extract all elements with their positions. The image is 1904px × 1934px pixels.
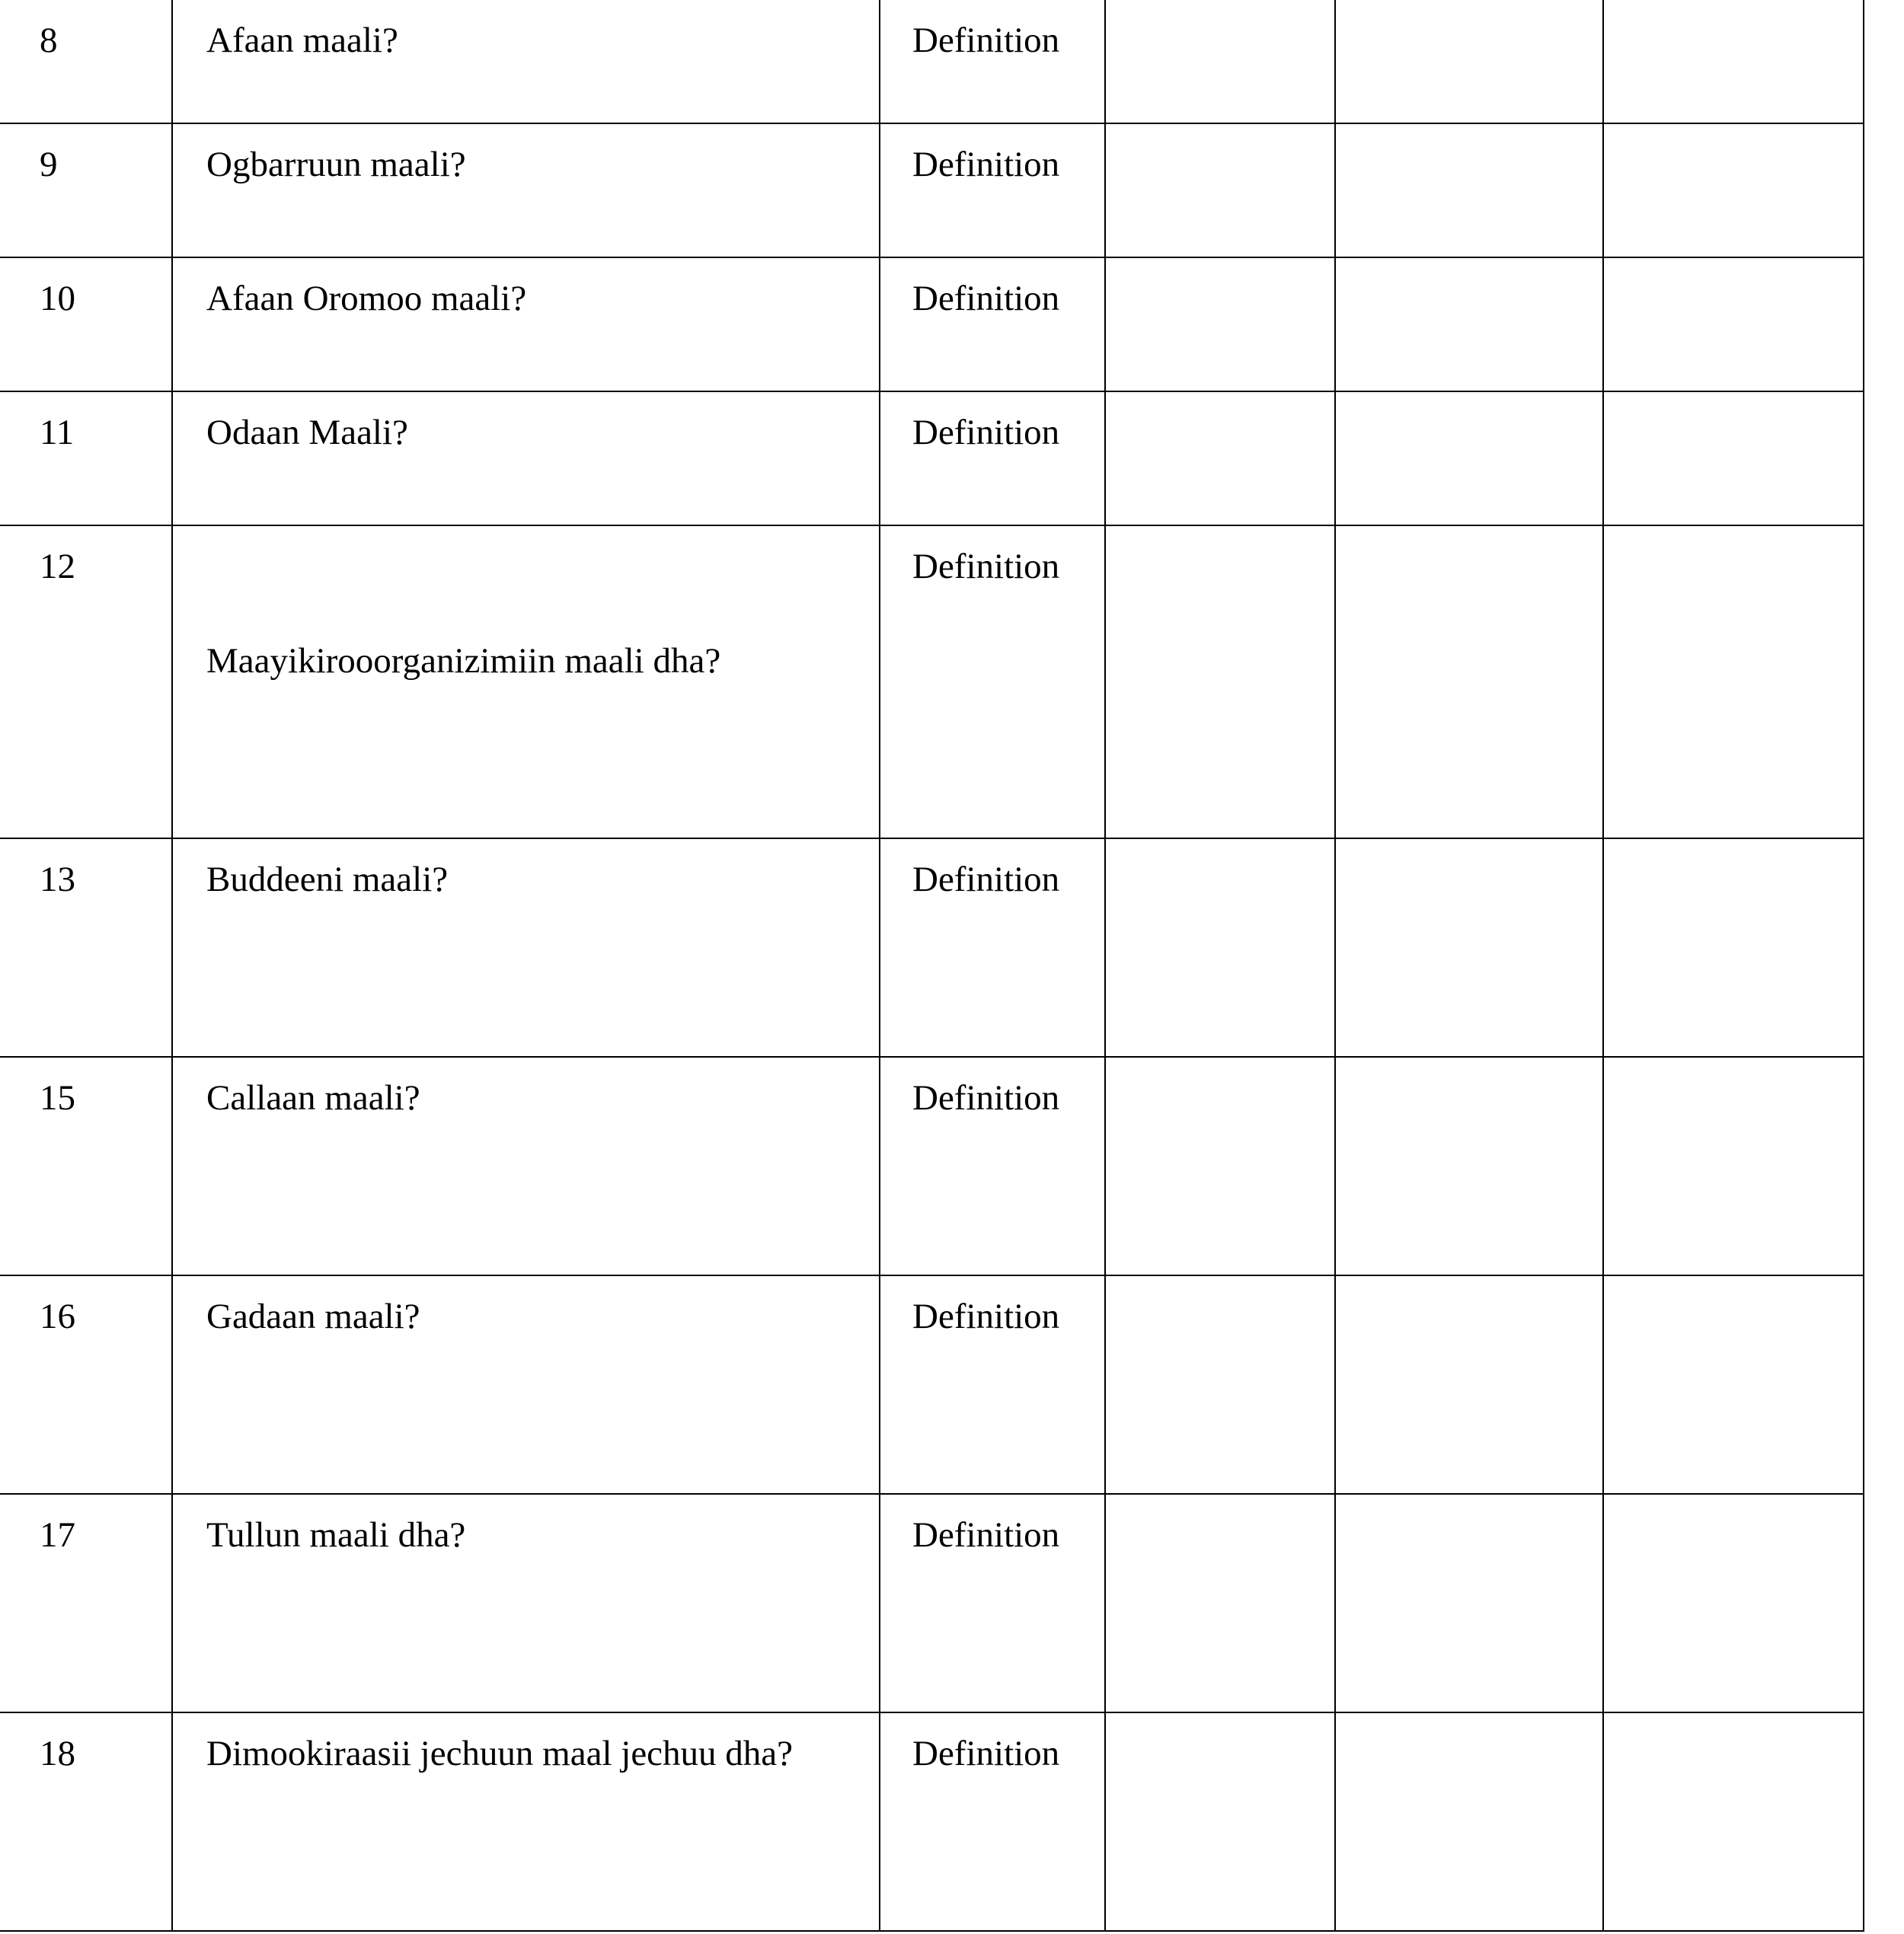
question-text: Callaan maali? <box>172 1057 880 1275</box>
empty-cell <box>1105 525 1335 838</box>
empty-cell <box>1335 525 1603 838</box>
question-type: Definition <box>880 525 1105 838</box>
empty-cell <box>1335 1057 1603 1275</box>
table-row <box>0 0 1864 123</box>
question-type: Definition <box>880 257 1105 391</box>
question-type: Definition <box>880 123 1105 257</box>
row-number: 15 <box>0 1057 172 1275</box>
empty-cell <box>1105 1494 1335 1712</box>
empty-cell <box>1603 838 1864 1057</box>
empty-cell <box>1335 391 1603 525</box>
empty-cell <box>1603 0 1864 123</box>
empty-cell <box>1335 1712 1603 1931</box>
empty-cell <box>1335 1275 1603 1494</box>
empty-cell <box>1105 838 1335 1057</box>
question-type: Definition <box>880 1494 1105 1712</box>
row-number: 11 <box>0 391 172 525</box>
table-row <box>0 391 1864 525</box>
table-row <box>0 257 1864 391</box>
table-row <box>0 1275 1864 1494</box>
empty-cell <box>1603 1275 1864 1494</box>
table-row <box>0 123 1864 257</box>
table-row <box>0 525 1864 838</box>
empty-cell <box>1335 123 1603 257</box>
empty-cell <box>1105 1275 1335 1494</box>
question-type: Definition <box>880 0 1105 123</box>
empty-cell <box>1603 1494 1864 1712</box>
row-number: 10 <box>0 257 172 391</box>
empty-cell <box>1105 391 1335 525</box>
row-number: 8 <box>0 0 172 123</box>
question-text: Buddeeni maali? <box>172 838 880 1057</box>
question-text: Afaan maali? <box>172 0 880 123</box>
question-type: Definition <box>880 1712 1105 1931</box>
empty-cell <box>1105 257 1335 391</box>
row-number: 9 <box>0 123 172 257</box>
question-text: Odaan Maali? <box>172 391 880 525</box>
question-type: Definition <box>880 1057 1105 1275</box>
row-number: 18 <box>0 1712 172 1931</box>
empty-cell <box>1105 1057 1335 1275</box>
table-row <box>0 1494 1864 1712</box>
empty-cell <box>1105 123 1335 257</box>
empty-cell <box>1603 123 1864 257</box>
question-type: Definition <box>880 838 1105 1057</box>
empty-cell <box>1603 257 1864 391</box>
question-text: Gadaan maali? <box>172 1275 880 1494</box>
empty-cell <box>1105 1712 1335 1931</box>
empty-cell <box>1105 0 1335 123</box>
empty-cell <box>1335 838 1603 1057</box>
question-text: Maayikirooorganizimiin maali dha? <box>172 525 880 838</box>
empty-cell <box>1335 257 1603 391</box>
empty-cell <box>1603 525 1864 838</box>
question-text: Afaan Oromoo maali? <box>172 257 880 391</box>
row-number: 17 <box>0 1494 172 1712</box>
table-row <box>0 838 1864 1057</box>
empty-cell <box>1603 1712 1864 1931</box>
row-number: 16 <box>0 1275 172 1494</box>
empty-cell <box>1335 1494 1603 1712</box>
question-type: Definition <box>880 1275 1105 1494</box>
empty-cell <box>1335 0 1603 123</box>
question-text: Dimookiraasii jechuun maal jechuu dha? <box>172 1712 880 1931</box>
table-row <box>0 1057 1864 1275</box>
row-number: 13 <box>0 838 172 1057</box>
question-text: Tullun maali dha? <box>172 1494 880 1712</box>
empty-cell <box>1603 391 1864 525</box>
table-row <box>0 1712 1864 1931</box>
question-type: Definition <box>880 391 1105 525</box>
row-number: 12 <box>0 525 172 838</box>
empty-cell <box>1603 1057 1864 1275</box>
question-text: Ogbarruun maali? <box>172 123 880 257</box>
